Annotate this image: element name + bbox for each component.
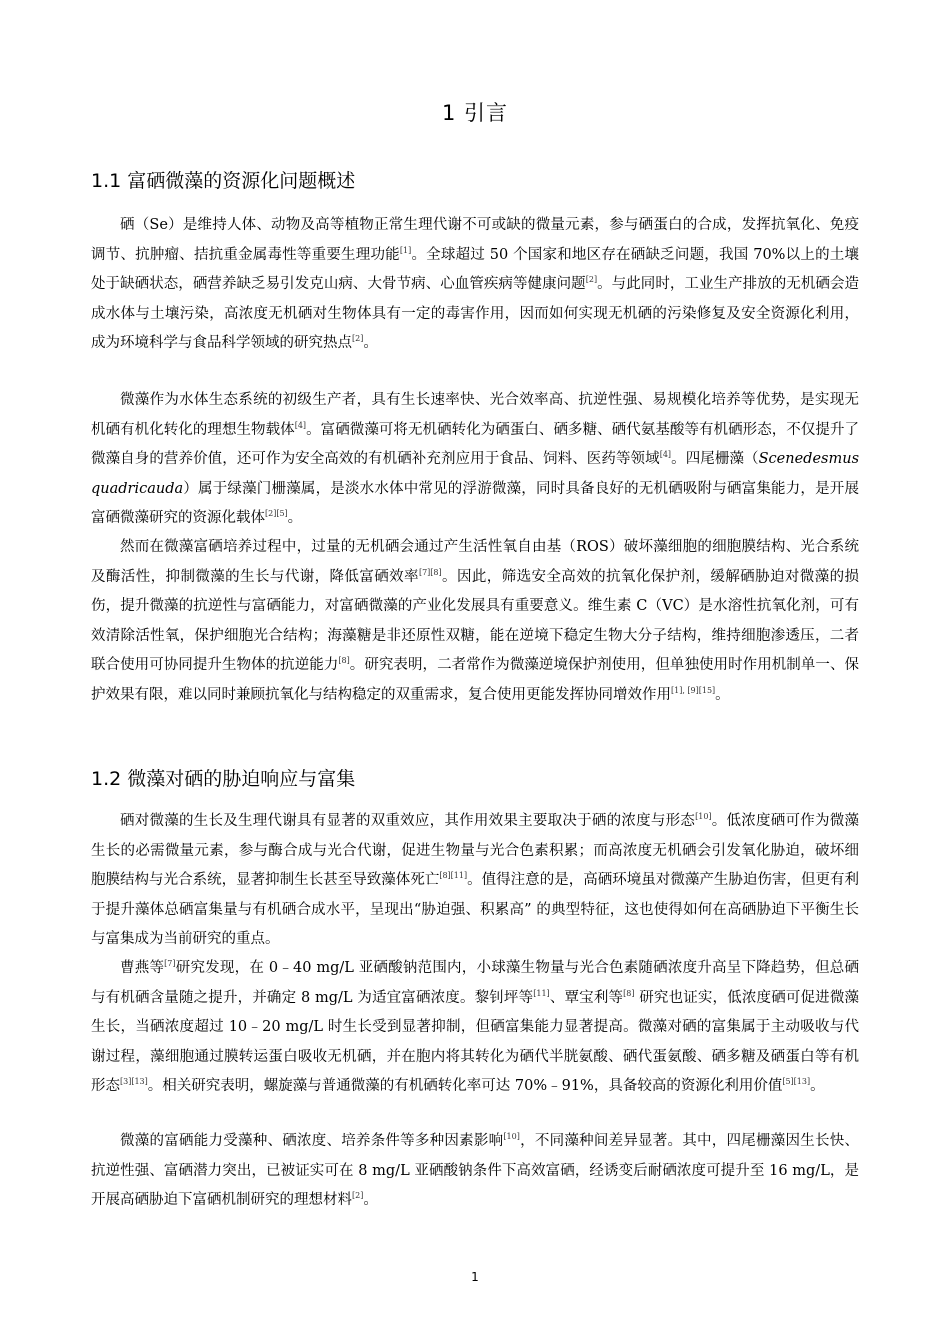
text-run: 。低浓度硒可作为微藻生长的必需微量元素，参与酶合成与光合代谢，促进生物量与光合色素积累；而高浓度无机硒会引发氧化胁迫，破坏细胞膜结构与光合系统，显著抑制生长甚至导致藻体死亡 [91,813,860,888]
citation: [10] [503,1132,520,1141]
text-run: 。与此同时，工业生产排放的无机硒会造成水体与土壤污染，高浓度无机硒对生物体具有一定的毒害作用，因而如何实现无机硒的污染修复及安全资源化利用，成为环境科学与食品科学领域的研究热点 [91,276,859,351]
text-run: 然而在微藻富硒培养过程中，过量的无机硒会通过产生活性氧自由基（ROS）破坏藻细胞的细胞膜结构、光合系统及酶活性，抑制微藻的生长与代谢，降低富硒效率 [91,539,859,585]
text-run: 曹燕等 [120,960,165,976]
text-run: 微藻的富硒能力受藻种、硒浓度、培养条件等多种因素影响 [120,1133,504,1149]
text-run: 。值得注意的是，高硒环境虽对微藻产生胁迫伤害，但更有利于提升藻体总硒富集量与有机硒合成水平，呈现出“胁迫强、积累高” 的典型特征，这也使得如何在高硒胁迫下平衡生长与富集成为当前研究的重点。 [91,872,859,947]
text-run: 。 [363,1192,378,1208]
paragraph [91,1127,859,1216]
citation: [4] [294,420,307,430]
paragraph [91,533,859,710]
citation: [8][11] [439,871,468,880]
text-run: 。 [810,1078,825,1094]
text-run: 。全球超过 50 个国家和地区存在硒缺乏问题，我国 70%以上的土壤处于缺硒状态，硒营养缺乏易引发克山病、大骨节病、心血管疾病等健康问题 [91,246,859,292]
citation: [4] [659,450,672,459]
paragraph [91,807,859,955]
citation: [1], [9][15] [671,685,716,695]
paragraph [91,211,859,359]
chapter-title: 1 引言 [441,101,509,125]
text-run: 微藻作为水体生态系统的初级生产者，具有生长速率快、光合效率高、抗逆性强、易规模化培养等优势，是实现无机硒有机化转化的理想生物载体 [91,392,859,438]
paragraph [91,954,859,1102]
citation: [2][5] [265,509,288,518]
text-run: 硒对微藻的生长及生理代谢具有显著的双重效应，其作用效果主要取决于硒的浓度与形态 [120,813,696,829]
section-heading-1-1: 1.1 富硒微藻的资源化问题概述 [91,170,356,192]
citation: [7][8] [418,567,442,577]
paragraph [91,386,859,534]
text-run: ，不同藻种间差异显著。其中，四尾栅藻因生长快、抗逆性强、富硒潜力突出，已被证实可在 8 mg/L 亚硒酸钠条件下高效富硒，经诱变后耐硒浓度可提升至 16 mg/L，是开展高硒胁迫下富硒机制研究的理想材料 [91,1133,860,1208]
section-heading-1-2: 1.2 微藻对硒的胁迫响应与富集 [91,768,356,790]
citation: [8] [338,656,350,665]
text-run: 研究也证实，低浓度硒可促进微藻生长，当硒浓度超过 10﹣20 mg/L 时生长受到显著抑制，但硒富集能力显著提高。微藻对硒的富集属于主动吸收与代谢过程，藻细胞通过膜转运蛋白吸收无机硒，并在胞内将其转化为硒代半胱氨酸、硒代蛋氨酸、硒多糖及硒蛋白等有机形态 [91,989,859,1094]
text-run: 。因此，筛选安全高效的抗氧化保护剂，缓解硒胁迫对微藻的损伤，提升微藻的抗逆性与富硒能力，对富硒微藻的产业化发展具有重要意义。维生素 C（VC）是水溶性抗氧化剂，可有效清除活性氧，保护细胞光合结构；海藻糖是非还原性双糖，能在逆境下稳定生物大分子结构，维持细胞渗透压，二者联合使用可协同提升生物体的抗逆能力 [91,568,860,673]
text-run: 。 [715,686,730,703]
text-run: 。研究表明，二者常作为微藻逆境保护剂使用，但单独使用时作用机制单一、保护效果有限，难以同时兼顾抗氧化与结构稳定的双重需求，复合使用更能发挥协同增效作用 [91,657,860,703]
species-name: Scenedesmus quadricauda [91,451,860,497]
text-run: 研究发现，在 0﹣40 mg/L 亚硒酸钠范围内，小球藻生物量与光合色素随硒浓度升高呈下降趋势，但总硒与有机硒含量随之提升，并确定 8 mg/L 为适宜富硒浓度。黎钊坪等 [91,960,860,1006]
citation: [3][13] [120,1077,148,1086]
citation: [2] [352,1191,364,1200]
citation: [7] [164,959,176,968]
citation: [5][13] [782,1077,811,1086]
text-run: 。富硒微藻可将无机硒转化为硒蛋白、硒多糖、硒代氨基酸等有机硒形态，不仅提升了微藻自身的营养价值，还可作为安全高效的有机硒补充剂应用于食品、饲料、医药等领域 [91,421,860,467]
citation: [11] [533,988,550,998]
text-run: 、覃宝利等 [549,989,624,1006]
text-run: 硒（Se）是维持人体、动物及高等植物正常生理代谢不可或缺的微量元素，参与硒蛋白的合成，发挥抗氧化、免疫调节、抗肿瘤、拮抗重金属毒性等重要生理功能 [91,217,859,263]
text-run: ）属于绿藻门栅藻属，是淡水水体中常见的浮游微藻，同时具备良好的无机硒吸附与硒富集能力，是开展富硒微藻研究的资源化载体 [91,480,859,526]
citation: [8] [623,988,635,998]
text-run: 。 [363,335,378,351]
citation: [10] [695,812,712,821]
citation: [2] [585,275,598,284]
page-number: 1 [471,1270,479,1284]
citation: [1] [399,245,412,255]
text-run: 。相关研究表明，螺旋藻与普通微藻的有机硒转化率可达 70%﹣91%，具备较高的资源化利用价值 [147,1078,783,1094]
text-run: 。 [287,510,303,526]
citation: [2] [352,334,364,343]
text-run: 。四尾栅藻（ [671,451,759,467]
